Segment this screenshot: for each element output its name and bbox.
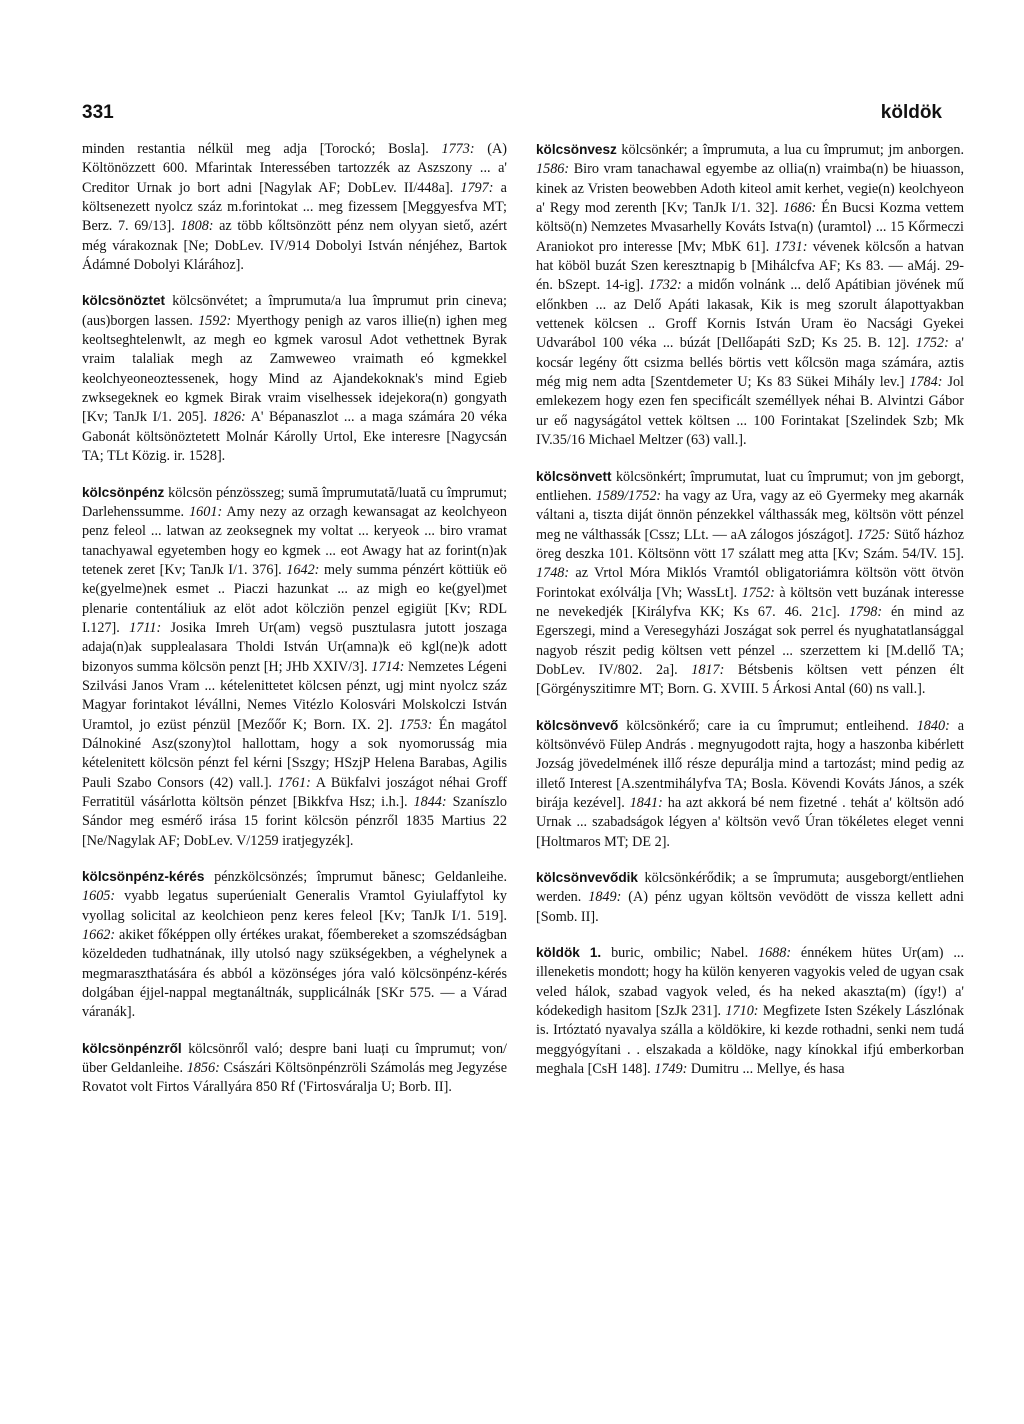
citation-year: 1773: bbox=[441, 141, 475, 157]
entry-text: kölcsönkér; a împrumuta, a lua cu împrumut; jm anborgen. 1586: Biro vram tanachawal egyembe az ollia(n) vraimba(n) be hiuasson, kinek az Vristen beowebben Adoth kiteol amit kerhet, vegie(n) keolchyeon a' Regy mod zerenth [Kv; TanJk I/1. 32]. 1686: Én Bucsi Kozma vettem költsö(n) Nemzetes Mvasarhelly Kováts Istva(n) ⟨uramtol⟩ ... 15 Kőrmeczi Araniokot pro interesse [Mv; MbK 61]. 1731: vévenek kölcsőn a hatvan hat köböl buzát Szen keresztnapig b [Mihálcfva AF; Ks 83. — aMáj. 29-én. bSzept. 14-ig]. 1732: a midőn volnánk ... delő Apátibian jövének mű előnkben ... az Delő Apáti lakasak, Kik is meg szorult álapottyakban vettenek kölcsen .. Groff Kornis István Uram ëo Nacsági Gyekei Udvarábol 100 véka ... búzát [Dellőapáti SzD; Ks 25. B. 12]. 1752: a' kocsár legény őtt csizma bellés börtis vett kőlcsön maga számára, aztis még mig nem adta [Szentdemeter U; Ks 83 Sükei Mihály lev.] 1784: Jol emlekezem hogy ezen fen specificált személlyek néhai B. Alvintzi Gábor ur eő nagyságátol vettek költsen ... 100 Forintakat [Szelindek Szb; Mk IV.35/16 Michael Meltzer (63) vall.]. bbox=[536, 142, 965, 449]
entry-headword: kölcsönöztet bbox=[82, 293, 166, 309]
citation-year: 1798: bbox=[848, 603, 883, 620]
citation-year: 1826: bbox=[212, 409, 246, 426]
citation-year: 1841: bbox=[629, 795, 663, 811]
dictionary-entry bbox=[536, 140, 964, 451]
entry-text: kölcsönkért; împrumutat, luat cu împrumut; von jm geborgt, entliehen. 1589/1752: ha vagy az Ura, vagy az eö Gyermeky meg akarnák váltani a, tiszta diját önnön pénzekkel válthassák meg, költsön vött pénzel meg ne válthassák [Cssz; LLt. — aA zálogos jószágot]. 1725: Sütő házhoz öreg deszka 101. Költsönn vött 17 szálatt meg atta [Kv; Szám. 54/IV. 15]. 1748: az Vrtol Móra Miklós Vramtól obligatoriámra költsön vött ötvön Forintokat exólválja [Vh; WassLt]. 1752: à költsön vett buzának interesse ne nevekedjék [Királyfva KK; Ks 67. 46. 21c]. 1798: én mind az Egerszegi, mind a Veresegyházi Joszágat sok perrel és nyughatatlansággal nagyob részit pedig költsen vett pénzel ... szerzettem ki [M.dellő TA; DobLev. IV/802. 2a]. 1817: Bétsbenis költsen vett pénzen élt [Görgényszitimre MT; Born. G. XVIII. 5 Árkosi Antal (60) ns vall.]. bbox=[536, 468, 965, 698]
dictionary-entry bbox=[82, 483, 507, 852]
citation-year: 1840: bbox=[916, 717, 950, 734]
citation-year: 1784: bbox=[909, 374, 943, 391]
citation-year: 1808: bbox=[180, 218, 214, 235]
citation-year: 1688: bbox=[757, 945, 792, 962]
entry-text: kölcsön pénzösszeg; sumă împrumutată/luată cu împrumut; Darlehenssumme. 1601: Amy nezy az orzagh kewansagat az keolchyeon penz feleol ... latwan az zeoksegnek my voltat ... keryeok ... biro vramat tanachyawal egyetemben hogy eo kgmek ... eot Awagy hat az forint(n)ak tetenek zeret [Kv; TanJk I/1. 376]. 1642: mely summa pénzért köttiük eö ke(gyelme)nek esmet .. Piaczi hazunkat ... az migh eo ke(gyel)met plenarie contentáliuk az elöt adot kölcziön penzel egigiüt [Kv; RDL I.127]. 1711: Josika Imreh Ur(am) vegsö pusztulasra jutott joszaga adaja(n)ak supplealasara Tholdi István Ur(amna)k eö kgl(ne)k adott bizonyos summa kölcsön penzt [H; JHb XXIV/3]. 1714: Nemzetes Légeni Szilvási Janos Vram ... kételenittetet kölcsen pénzt, ugj mint nyolcz száz Magyar forintakot lévállni, Nemes Vitézlo Kolosvári Molskolczi István Uramtol, jo ezüst pénzül [Mezőőr K; Born. IX. 2]. 1753: Én magátol Dálnokiné Asz(szony)tol hallottam, hogy a sok nyomorusság mia kételenitett kölcsön pénzt fel kérni [Sszgy; HSzjP Helena Barabas, Agilis Pauli Szabo Consors (42) vall.]. 1761: A Bükfalvi joszágot néhai Groff Ferratitül vásárlotta költsön pénzet [Bikkfva Hsz; i.h.]. 1844: Szaníszlo Sándor meg esmérő irása 15 forint kölcsön pénzről 1835 Martius 22 [Ne/Nagylak AF; DobLev. V/1259 iratjegyzék]. bbox=[82, 484, 508, 849]
citation-year: 1753: bbox=[399, 716, 433, 733]
dictionary-entry bbox=[536, 716, 964, 852]
citation-year: 1844: bbox=[413, 794, 447, 810]
citation-year: 1752: bbox=[915, 335, 949, 352]
citation-year: 1662: bbox=[82, 927, 116, 944]
citation-year: 1711: bbox=[129, 619, 162, 636]
dictionary-entry bbox=[82, 140, 507, 275]
dictionary-entry bbox=[82, 1039, 507, 1098]
citation-year: 1748: bbox=[536, 565, 570, 582]
dictionary-entry bbox=[536, 467, 964, 700]
citation-year: 1856: bbox=[186, 1060, 220, 1077]
citation-year: 1642: bbox=[286, 561, 320, 578]
dictionary-entry bbox=[82, 867, 507, 1023]
entry-headword: köldök 1. bbox=[536, 945, 602, 961]
citation-year: 1589/1752: bbox=[595, 487, 662, 504]
citation-year: 1686: bbox=[783, 200, 817, 217]
citation-year: 1592: bbox=[198, 312, 232, 329]
entry-text: kölcsönvétet; a împrumuta/a lua împrumut prin cineva; (aus)borgen lassen. 1592: Myerthogy penigh az varos illie(n) ighen meg keoltseghtelenwlt, az megh eo kgmek varosul Adot vethettnek Byrak vraim talaliak megh az Zamweweo vraimath eó kgmekkel keolchyeoneoztessenek, hogy Mind az Ajandekoknak's mind Egieb zwksegeknek eo kgmek Birak vraim viselhessek idejekora(n) gongyath [Kv; TanJk I/1. 205]. 1826: A' Bépanaszlot ... a maga számára 20 véka Gabonát költsönöztetett Molnár Károlly Urtol, Eke interesre [Nagycsán TA; TLt Közig. ir. 1528]. bbox=[82, 293, 507, 465]
citation-year: 1725: bbox=[856, 526, 891, 543]
entry-text: minden restantia nélkül meg adja [Torockó; Bosla]. 1773: (A) Költönözzett 600. Mfarintak Interessében tartozzék az Aszszony ... a' Creditor Urnak jo bort adni [Nagylak AF; DobLev. II/448a]. 1797: a költsenezett nyolcz száz m.forintokat ... meg fizessem [Meggyesfva MT; Berz. 7. 69/13]. 1808: az több kőltsönzött pénz nem olyyan siető, azért még várakoznak [Ne; DobLev. IV/914 Dobolyi István nénjéhez, Bartok Ádámné Dobolyi Klárához]. bbox=[82, 141, 508, 274]
entry-headword: kölcsönvevődik bbox=[536, 870, 638, 886]
page-number: 331 bbox=[82, 102, 114, 123]
citation-year: 1601: bbox=[189, 503, 223, 520]
running-head bbox=[82, 102, 942, 132]
entry-text: kölcsönről való; despre bani luați cu împrumut; von/über Geldanleihe. 1856: Császári Költsönpénzröli Számolás meg Jegyzése Rovatot volt Firtos Várallyára 850 Rf ('Firtosváralja U; Borb. II]. bbox=[82, 1040, 508, 1096]
entry-headword: kölcsönvett bbox=[536, 468, 612, 484]
entry-headword: kölcsönpénz bbox=[82, 484, 165, 500]
entry-headword: kölcsönpénz-kérés bbox=[82, 869, 205, 885]
entry-headword: kölcsönvevő bbox=[536, 717, 619, 733]
citation-year: 1605: bbox=[82, 888, 116, 905]
citation-year: 1749: bbox=[654, 1061, 688, 1078]
entry-text: buric, ombilic; Nabel. 1688: énnékem hütes Ur(am) ... illeneketis mondott; hogy ha külön kenyeren vagyokis veled de ugyan csak veled hálok, szabad vagyok veled, és ha neked akaszta(m) (így!) a' kódekedigh hasitom [SzJk 231]. 1710: Megfizete Isten Székely Lászlónak is. Irtóztató nyavalya szálla a köldökire, ki kezde rothadni, senki nem tudá meggyógyítani . . elszakada a köldöke, nagy kínokkal ifjú emberkorban meghala [CsH 148]. 1749: Dumitru ... Mellye, és hasa bbox=[536, 945, 965, 1078]
running-headword: köldök bbox=[880, 102, 942, 123]
citation-year: 1761: bbox=[277, 774, 311, 791]
dictionary-entry bbox=[82, 291, 507, 466]
citation-year: 1817: bbox=[691, 661, 725, 678]
dictionary-entry bbox=[536, 868, 964, 927]
citation-year: 1586: bbox=[536, 161, 570, 178]
entry-text: kölcsönkérő; care ia cu împrumut; entleihend. 1840: a költsönvévö Fülep András . megnyugodott rajta, hogy a haszonba kibérlett Jozság jövedelmének illő része depurálja mind a tartozást; mind pedig az illető Interest [A.szentmihályfva TA; Bosla. Kövendi Kováts János, a szék birája kezével]. 1841: ha azt akkorá bé nem fizetné . tehát a' költsön adó Urnak ... szabadságok légyen a' költsön vevő Úran tökéletes eleget venni [Holtmaros MT; DE 2]. bbox=[536, 717, 965, 850]
citation-year: 1714: bbox=[371, 658, 405, 675]
entry-headword: kölcsönpénzről bbox=[82, 1040, 182, 1056]
left-column bbox=[82, 140, 507, 1114]
citation-year: 1752: bbox=[741, 584, 775, 601]
dictionary-entry bbox=[536, 943, 964, 1079]
citation-year: 1710: bbox=[725, 1003, 759, 1020]
citation-year: 1849: bbox=[588, 889, 622, 906]
citation-year: 1732: bbox=[648, 277, 682, 294]
right-column bbox=[536, 140, 964, 1095]
citation-year: 1797: bbox=[460, 179, 494, 196]
entry-headword: kölcsönvesz bbox=[536, 142, 617, 157]
entry-text: kölcsönkérődik; a se împrumuta; ausgeborgt/entliehen werden. 1849: (A) pénz ugyan költsön vevödött de vissza kellett adni [Somb. II]. bbox=[536, 870, 964, 925]
citation-year: 1731: bbox=[774, 238, 808, 255]
entry-text: pénzkölcsönzés; împrumut bănesc; Geldanleihe. 1605: vyabb legatus superúenialt Generalis Vramtol Gyiulaffytol ky vyollag solicital az keolchieon penz keres feleol [Kv; TanJk I/1. 519]. 1662: akiket főképpen olly értékes urakat, főembereket a szomszédságban közeldeden tudhatnának, illy utolsó nagy szükségekben, a véghelynek a megmaraszthatására és abból a közönséges jóra való kölcsönpénz-kérés dolgában éjjel-nappal megtanáltnák, supplicálnák [SKr 575. — a Várad váranák]. bbox=[82, 869, 507, 1021]
